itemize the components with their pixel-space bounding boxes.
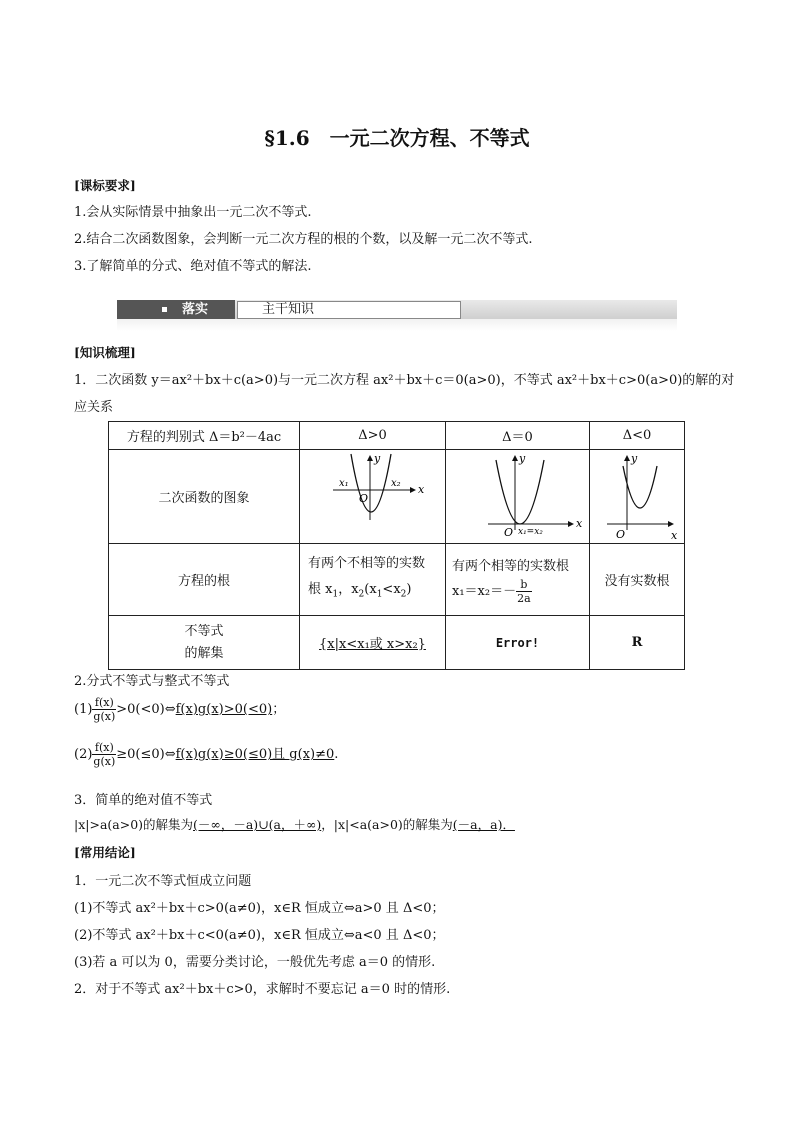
fenshi-line-1 xyxy=(74,696,285,723)
x-axis-label: x xyxy=(575,517,582,530)
kebiao-item-1: 1.会从实际情景中抽象出一元二次不等式. xyxy=(74,205,312,220)
abs-answer-b: (－a，a)． xyxy=(452,817,515,832)
banner-right-label: 主干知识 xyxy=(262,302,315,317)
roots-double-eq: x₁＝x₂＝－ xyxy=(452,583,517,599)
origin-label: O xyxy=(358,492,368,505)
roots-double-line1: 有两个相等的实数根 xyxy=(452,558,570,574)
zhishi-intro-line2: 应关系 xyxy=(74,400,114,415)
fraction-denominator: g(x) xyxy=(93,710,116,723)
section-banner xyxy=(117,300,677,334)
x-axis-label: x xyxy=(417,483,424,496)
parabola-double-root-graph xyxy=(448,450,588,539)
square-bullet-icon xyxy=(162,307,167,312)
graph-cell-double-root xyxy=(446,450,590,544)
jielun-item-3: (2)不等式 ax²＋bx＋c<0(a≠0)，x∈R 恒成立⇔a<0 且 Δ<0； xyxy=(74,928,445,943)
abs-line xyxy=(74,815,515,833)
fraction-numerator: f(x) xyxy=(92,696,116,710)
header-cell: Δ<0 xyxy=(590,422,685,450)
table-row xyxy=(109,422,685,450)
abs-answer-a: (－∞，－a)∪(a，＋∞) xyxy=(193,817,322,832)
table-row xyxy=(109,450,685,544)
banner-dark-tab xyxy=(117,300,235,319)
y-axis-label: y xyxy=(518,452,525,465)
ineq-row-label xyxy=(109,616,300,670)
fenshi-l1-answer: f(x)g(x)>0(<0) xyxy=(175,702,273,717)
header-cell: Δ>0 xyxy=(300,422,446,450)
abs-heading: 3．简单的绝对值不等式 xyxy=(74,793,213,808)
table-row xyxy=(109,544,685,616)
abs-line-a: |x|>a(a>0)的解集为 xyxy=(74,817,194,832)
fenshi-l2-answer: f(x)g(x)≥0(≤0)且 g(x)≠0 xyxy=(175,747,335,762)
origin-label: O xyxy=(616,528,626,539)
roots-cell-none: 没有实数根 xyxy=(590,544,685,616)
fraction-denominator: 2a xyxy=(517,591,531,605)
jielun-item-5: 2．对于不等式 ax²＋bx＋c>0，求解时不要忘记 a＝0 时的情形. xyxy=(74,982,451,997)
fraction-numerator: f(x) xyxy=(92,741,116,755)
fenshi-l1-end: ； xyxy=(272,702,286,717)
fraction-numerator: b xyxy=(516,578,532,592)
parabola-two-roots-graph xyxy=(303,450,443,539)
fenshi-l2-pre: (2) xyxy=(74,747,93,762)
jielun-item-4: (3)若 a 可以为 0，需要分类讨论，一般优先考虑 a＝0 的情形. xyxy=(74,955,436,970)
zhishi-intro-line1: 1．二次函数 y＝ax²＋bx＋c(a>0)与一元二次方程 ax²＋bx＋c＝0(a>0)，不等式 ax²＋bx＋c>0(a>0)的解的对 xyxy=(74,373,735,388)
roots-row-label: 方程的根 xyxy=(109,544,300,616)
ineq-answer-two: {x|x<x₁或 x>x₂} xyxy=(319,637,426,652)
section-heading-jielun: [常用结论] xyxy=(74,845,136,860)
fraction-b-over-2a xyxy=(516,578,532,605)
root-x2-label: x₂ xyxy=(390,478,401,489)
abs-line-b: ，|x|<a(a>0)的解集为 xyxy=(321,817,453,832)
fenshi-line-2 xyxy=(74,741,338,768)
ineq-cell-none: R xyxy=(590,616,685,670)
banner-left-label: 落实 xyxy=(182,302,209,317)
roots-two-text: 根 x xyxy=(308,582,333,598)
roots-two-line2: 根 $x_1$，$x_2(x_1<x_2)$ xyxy=(308,582,412,600)
relation-table xyxy=(108,421,685,670)
fraction-f-over-g xyxy=(92,696,116,723)
fraction-f-over-g xyxy=(92,741,116,768)
banner-shadow xyxy=(117,319,677,331)
y-axis-label: y xyxy=(373,452,380,465)
roots-cell-two xyxy=(300,544,446,616)
roots-cell-double xyxy=(446,544,590,616)
roots-two-text: (x xyxy=(364,582,377,598)
jielun-item-2: (1)不等式 ax²＋bx＋c>0(a≠0)，x∈R 恒成立⇔a>0 且 Δ<0； xyxy=(74,901,445,916)
fenshi-l1-pre: (1) xyxy=(74,702,93,717)
parabola-no-root-graph xyxy=(591,450,683,539)
ineq-label-line2: 的解集 xyxy=(184,645,224,661)
banner-light-tab xyxy=(237,301,461,319)
root-x1-label: x₁ xyxy=(338,478,349,489)
graph-row-label: 二次函数的图象 xyxy=(109,450,300,544)
ineq-cell-double: Error! xyxy=(446,616,590,670)
kebiao-item-3: 3.了解简单的分式、绝对值不等式的解法. xyxy=(74,259,312,274)
roots-two-text: ) xyxy=(406,582,412,598)
fenshi-l1-mid: >0(<0)⇔ xyxy=(116,702,176,717)
page-title: §1.6 一元二次方程、不等式 xyxy=(264,126,530,150)
roots-two-line1: 有两个不相等的实数 xyxy=(308,556,426,572)
roots-double-line2 xyxy=(452,578,589,605)
jielun-item-1: 1．一元二次不等式恒成立问题 xyxy=(74,874,252,889)
fenshi-heading: 2.分式不等式与整式不等式 xyxy=(74,674,230,689)
double-root-label: x₁=x₂ xyxy=(517,527,543,537)
ineq-cell-two xyxy=(300,616,446,670)
fenshi-l2-mid: ≥0(≤0)⇔ xyxy=(116,747,176,762)
fenshi-l2-end: . xyxy=(334,747,339,762)
x-axis-label: x xyxy=(671,529,678,539)
header-cell: Δ＝0 xyxy=(446,422,590,450)
origin-label: O xyxy=(503,526,513,539)
table-row xyxy=(109,616,685,670)
fraction-denominator: g(x) xyxy=(93,755,116,768)
y-axis-label: y xyxy=(631,452,638,465)
graph-cell-no-root xyxy=(590,450,685,544)
ineq-label-line1: 不等式 xyxy=(184,623,224,639)
header-cell: 方程的判别式 Δ＝b²－4ac xyxy=(109,422,300,450)
section-heading-zhishi: [知识梳理] xyxy=(74,345,136,360)
kebiao-item-2: 2.结合二次函数图象，会判断一元二次方程的根的个数，以及解一元二次不等式. xyxy=(74,232,533,247)
section-heading-kebiao: [课标要求] xyxy=(74,178,136,193)
roots-two-text: ，x xyxy=(338,582,359,598)
graph-cell-two-roots xyxy=(300,450,446,544)
